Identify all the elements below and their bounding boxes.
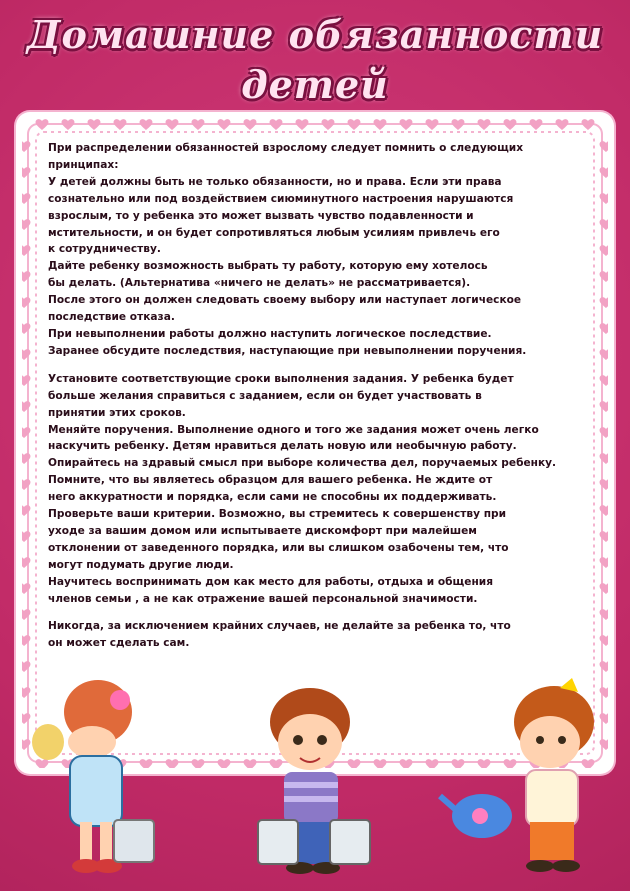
text-line: мстительности, и он будет сопротивляться любым усилиям привлечь его (48, 226, 500, 239)
text-line: него аккуратности и порядка, если сами не способны их поддерживать. (48, 491, 497, 504)
page-title-line1: Домашние обязанности (26, 12, 604, 57)
text-line: Установите соответствующие сроки выполнения задания. У ребенка будет (48, 372, 514, 385)
advice-text (48, 140, 598, 652)
text-line: наскучить ребенку. Детям нравиться делать новую или необычную работу. (48, 440, 517, 453)
text-line: После этого он должен следовать своему выбору или наступает логическое (48, 294, 522, 307)
text-line: принципах: (48, 158, 119, 171)
text-line: могут подумать другие люди. (48, 558, 234, 571)
text-line: последствие отказа. (48, 311, 175, 324)
text-line: Опирайтесь на здравый смысл при выборе количества дел, поручаемых ребенку. (48, 457, 557, 470)
text-line: к сотрудничеству. (48, 243, 161, 256)
text-line: Научитесь воспринимать дом как место для работы, отдыха и общения (48, 575, 493, 588)
text-line: Дайте ребенку возможность выбрать ту работу, которую ему хотелось (48, 260, 488, 273)
text-line: принятии этих сроков. (48, 406, 186, 419)
text-line: сознательно или под воздействием сиюминутного настроения нарушаются (48, 192, 514, 205)
text-line: Помните, что вы являетесь образцом для вашего ребенка. Не ждите от (48, 474, 493, 487)
text-line: отклонении от заведенного порядка, или вы слишком озабочены тем, что (48, 541, 509, 554)
text-line: уходе за вашим домом или испытываете дискомфорт при малейшем (48, 524, 477, 537)
text-line: бы делать. (Альтернатива «ничего не делать» не рассматривается). (48, 277, 471, 290)
text-line: Заранее обсудите последствия, наступающие при невыполнении поручения. (48, 344, 527, 357)
text-line: членов семьи , а не как отражение вашей персональной значимости. (48, 592, 478, 605)
text-line: он может сделать сам. (48, 637, 190, 650)
text-line: При невыполнении работы должно наступить логическое последствие. (48, 327, 492, 340)
text-line: взрослым, то у ребенка это может вызвать чувство подавленности и (48, 209, 474, 222)
text-line: Никогда, за исключением крайних случаев, не делайте за ребенка то, что (48, 620, 511, 633)
text-line: Меняйте поручения. Выполнение одного и того же задания может очень легко (48, 423, 539, 436)
page-title-line2: детей (241, 62, 389, 107)
text-line: При распределении обязанностей взрослому следует помнить о следующих (48, 142, 524, 154)
text-line: больше желания справиться с заданием, если он будет участвовать в (48, 389, 482, 402)
text-line: Проверьте ваши критерии. Возможно, вы стремитесь к совершенству при (48, 508, 507, 521)
text-line: У детей должны быть не только обязанности, но и права. Если эти права (48, 175, 502, 188)
